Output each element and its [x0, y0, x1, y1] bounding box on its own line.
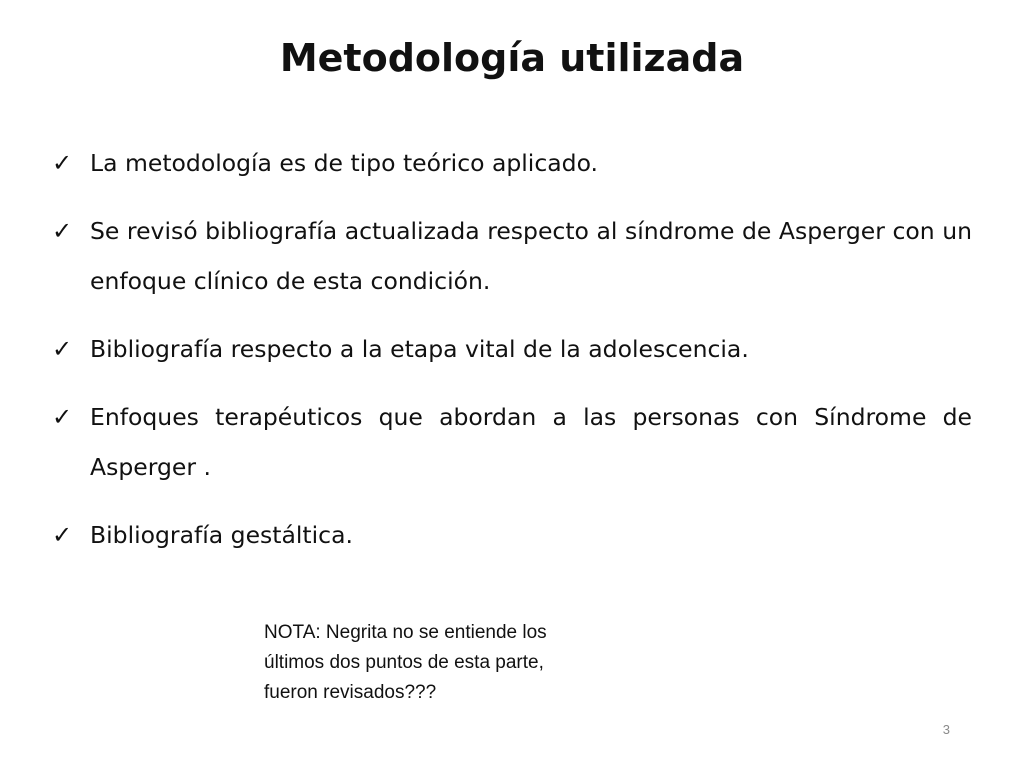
bullet-item — [52, 510, 972, 560]
bullet-text: Enfoques terapéuticos que abordan a las personas con Síndrome de Asperger . — [90, 403, 972, 481]
bullet-list — [52, 138, 972, 578]
check-icon: ✓ — [52, 149, 73, 177]
check-icon: ✓ — [52, 521, 73, 549]
bullet-text: La metodología es de tipo teórico aplicado. — [90, 149, 599, 177]
check-icon: ✓ — [52, 335, 73, 363]
bullet-item — [52, 324, 972, 374]
note-line: NOTA: Negrita no se entiende los — [264, 622, 547, 643]
note-line: fueron revisados??? — [264, 682, 437, 703]
bullet-text: Bibliografía respecto a la etapa vital de la adolescencia. — [90, 335, 749, 363]
check-icon: ✓ — [52, 403, 73, 431]
bullet-item — [52, 206, 972, 306]
note-textbox — [264, 618, 664, 708]
bullet-item — [52, 138, 972, 188]
bullet-text: Bibliografía gestáltica. — [90, 521, 353, 549]
bullet-item — [52, 392, 972, 492]
note-line: últimos dos puntos de esta parte, — [264, 652, 544, 673]
page-number: 3 — [942, 722, 950, 737]
slide-title: Metodología utilizada — [279, 36, 745, 80]
bullet-text: Se revisó bibliografía actualizada respecto al síndrome de Asperger con un enfoque clínico de esta condición. — [90, 217, 972, 295]
check-icon: ✓ — [52, 217, 73, 245]
